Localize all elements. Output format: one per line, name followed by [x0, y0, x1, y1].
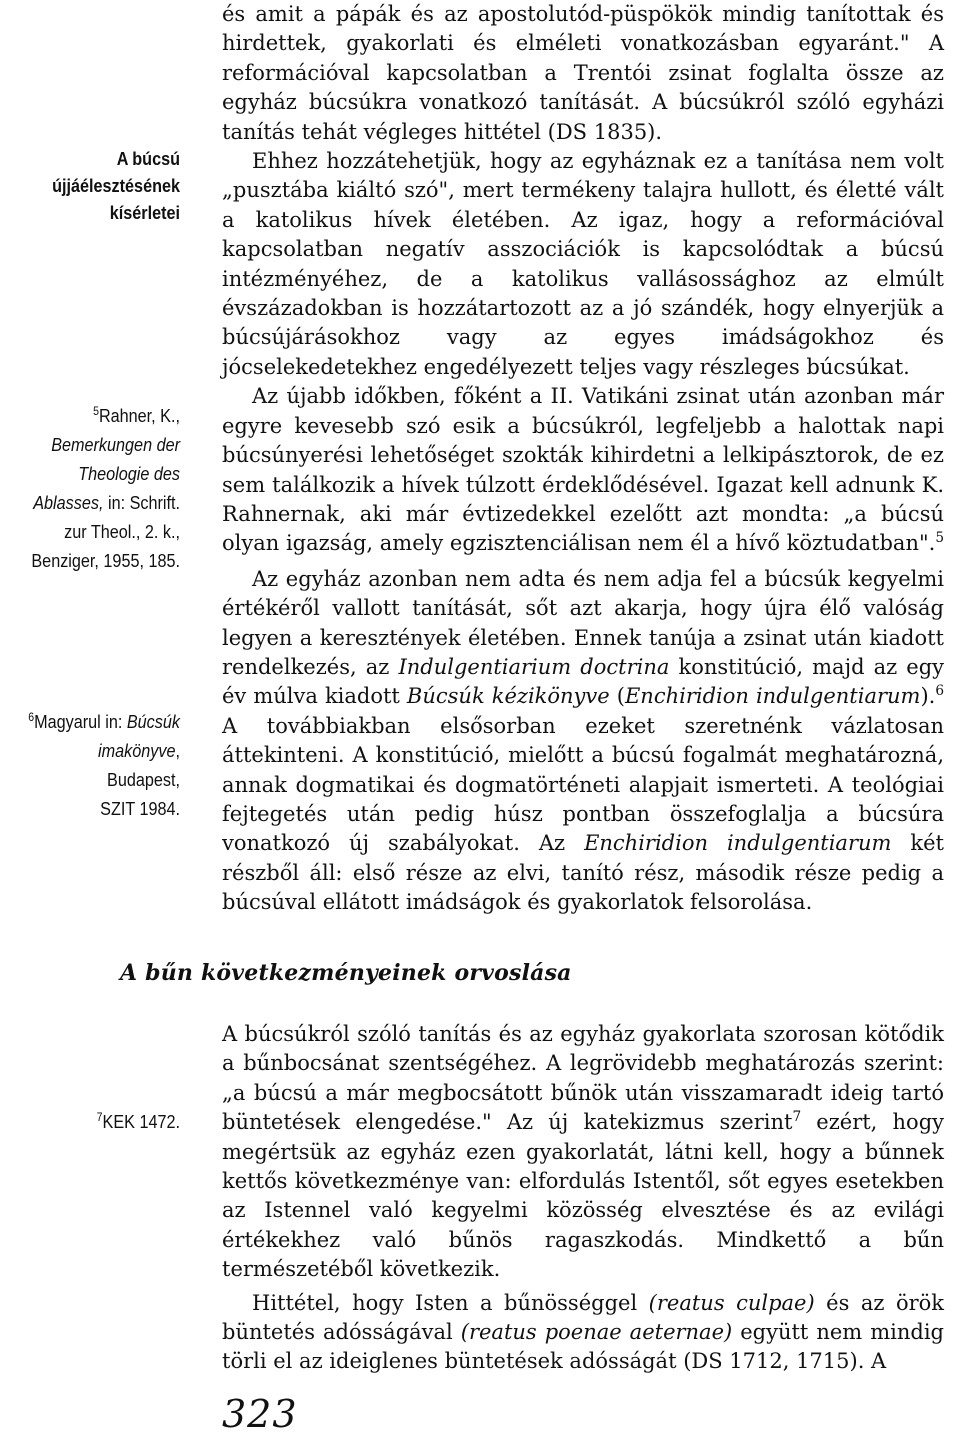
paragraph: Hittétel, hogy Isten a bűnösséggel (reatus culpae) és az örök büntetés adósságával (reatus poenae aeternae) együtt nem mindig törli el az ideiglenes büntetések adósságát (DS 1712, 1715). A — [222, 1290, 944, 1374]
section-sidenote — [27, 146, 180, 227]
footnote-line: KEK 1472. — [102, 1112, 180, 1132]
sidenote-title-line: kísérletei — [109, 203, 180, 223]
footnote-line: Benziger, 1955, 185. — [31, 551, 180, 571]
body-text-lower — [222, 1020, 944, 1377]
paragraph: Az újabb időkben, főként a II. Vatikáni zsinat után azonban már egyre kevesebb szó esik a búcsúkról, legfeljebb a halottak napi búcsúnyerési lehetőséget szokták kihirdetni a lelkipásztorok, de ez sem találkozik a hívek túlzott érdeklődésével. Igazat kell adnunk K. Rahnernak, aki már évtizedekkel ezelőtt azt mondta: „a búcsú olyan igazság, amely egzisztenciálisan nem él a hívő köztudatban".$^5$ — [222, 384, 944, 556]
paragraph: Ehhez hozzátehetjük, hogy az egyháznak ez a tanítása nem volt „pusztába kiáltó szó", mert termékeny talajra hullott, és életté vált a katolikus hívek életében. Az igaz, hogy a reformációval kapcsolatban negatív asszociációk is kapcsolódtak a búcsú intézményéhez, de a katolikus vallásossághoz az elmúlt évszázadokban is hozzátartozott az a jó szándék, hogy elnyerjük a búcsújárásokhoz vagy az egyes imádságokhoz és jócselekedetekhez engedélyezett teljes vagy részleges búcsúkat. — [222, 149, 944, 379]
footnote-ref: 6 — [935, 683, 944, 700]
footnote-line: zur Theol., 2. k., — [64, 522, 180, 542]
paragraph: Az egyház azonban nem adta és nem adja fel a búcsúk kegyelmi értékéről vallott tanítását, sőt azt akarja, hogy újra élő valóság legyen a keresztények életében. Ennek tanúja a zsinat után kiadott rendelkezés, az Indulgentiarium doctrina konstitúció, majd az egy év múlva kiadott Búcsúk kézikönyve (Enchiridion indulgentiarum).$^6$ A továbbiakban elsősorban ezeket szeretnénk vázlatosan áttekinteni. A konstitúció, mielőtt a búcsú fogalmát meghatározná, annak dogmatikai és dogmatörténeti alapjait ismerteti. A teológiai fejtegetés után pedig húsz pontban összefoglalja a búcsúra vonatkozó új szabályokat. Az Enchiridion indulgentiarum két részből áll: első része az elvi, tanító rész, második része pedig a búcsúval ellátott imádságok és gyakorlatok felsorolása. — [222, 566, 945, 915]
footnote-number: 6 — [28, 711, 35, 724]
footnote-ref: 5 — [935, 530, 944, 547]
footnote-line: Magyarul in: — [34, 712, 127, 732]
paragraph: A búcsúkról szóló tanítás és az egyház gyakorlata szorosan kötődik a bűnbocsánat szentségéhez. A legrövidebb meghatározás szerint: „a búcsú a már megbocsátott bűnök után visszamaradt ideig tartó büntetések elengedése." Az új katekizmus szerint$^7$ ezért, hogy megértsük az egyház ezen gyakorlatát, látni kell, hogy a bűnnek kettős következménye van: elfordulás Istentől, sőt egyes esetekben az Istennel való kegyelmi közösség elvesztése és az evilági értékekhez való bűnös ragaszkodás. Mindkettő a bűn természetéből következik. — [222, 1022, 944, 1282]
sidenote-title-line: újjáélesztésének — [52, 176, 180, 196]
footnote-6 — [27, 708, 180, 824]
footnote-line: in: Schrift. — [103, 493, 180, 513]
footnote-line: Rahner, K., — [98, 406, 180, 426]
footnote-line: imakönyve — [98, 741, 176, 761]
paragraph: és amit a pápák és az apostolutód-püspökök mindig tanítottak és hirdettek, gyakorlati és elméleti vonatkozásban egyaránt." A reformációval kapcsolatban a Trentói zsinat foglalta össze az egyház búcsúkra vonatkozó tanítását. A búcsúkról szóló egyházi tanítás tehát végleges hittétel (DS 1835). — [222, 2, 944, 144]
footnote-7 — [27, 1108, 180, 1136]
footnote-line: Theologie des — [78, 464, 180, 484]
footnote-line: Búcsúk — [126, 712, 180, 732]
footnote-5 — [27, 402, 180, 576]
footnote-number: 7 — [96, 1111, 103, 1124]
sidenote-title-line: A búcsú — [116, 149, 180, 169]
page-number: 323 — [222, 1392, 298, 1436]
body-text-upper — [222, 0, 944, 918]
footnote-line: Ablasses, — [33, 493, 104, 513]
section-heading: A bűn következményeinek orvoslása — [120, 960, 572, 986]
footnote-number: 5 — [93, 405, 99, 418]
footnote-line: Bemerkungen der — [51, 435, 180, 455]
footnote-line: SZIT 1984. — [100, 799, 180, 819]
footnote-ref: 7 — [792, 1109, 802, 1126]
footnote-line: , Budapest, — [107, 741, 180, 790]
